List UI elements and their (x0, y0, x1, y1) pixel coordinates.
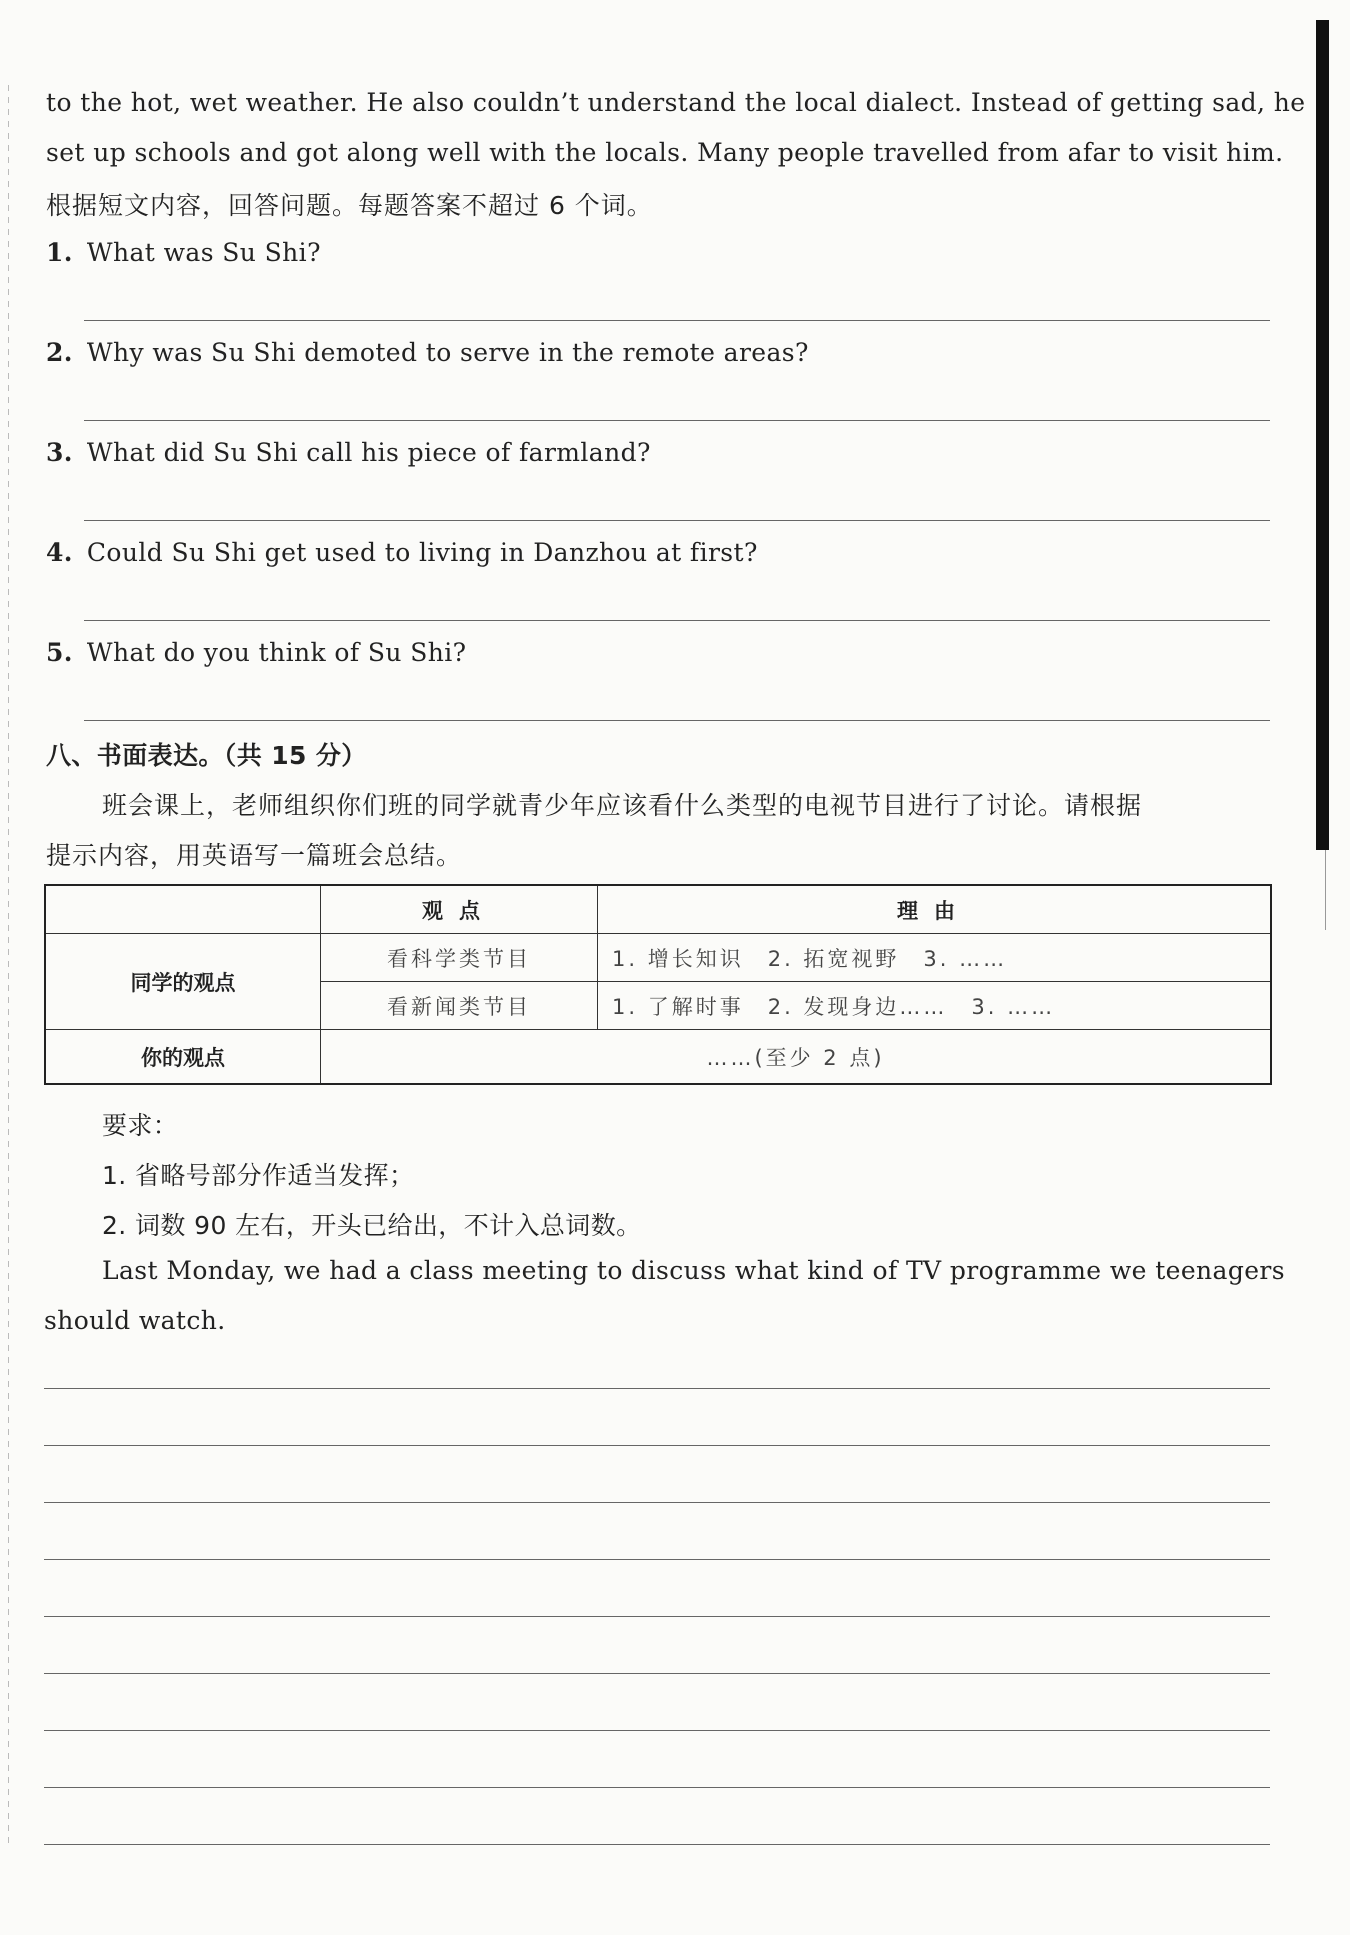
answer-line-3[interactable] (84, 520, 1270, 521)
writing-prompt-line-1: 班会课上，老师组织你们班的同学就青少年应该看什么类型的电视节目进行了讨论。请根据 (102, 791, 1143, 820)
answer-line-5[interactable] (84, 720, 1270, 721)
your-view-reason: ……(至少 2 点) (321, 1030, 1272, 1085)
question-3 (46, 438, 651, 467)
question-text: Could Su Shi get used to living in Danzhou at first? (86, 538, 758, 567)
scan-edge-line (1325, 850, 1326, 930)
table-corner-cell (45, 885, 321, 934)
question-number: 2. (46, 338, 73, 367)
writing-line[interactable] (44, 1730, 1270, 1731)
answer-line-1[interactable] (84, 320, 1270, 321)
question-1 (46, 238, 321, 267)
question-text: Why was Su Shi demoted to serve in the remote areas? (86, 338, 809, 367)
writing-line[interactable] (44, 1388, 1270, 1389)
row2-view: 看新闻类节目 (321, 982, 598, 1030)
question-instructions: 根据短文内容，回答问题。每题答案不超过 6 个词。 (46, 191, 653, 220)
essay-opening-line-2: should watch. (44, 1306, 226, 1335)
question-5 (46, 638, 466, 667)
question-number: 5. (46, 638, 73, 667)
answer-line-2[interactable] (84, 420, 1270, 421)
row2-reason: 1. 了解时事 2. 发现身边…… 3. …… (598, 982, 1272, 1030)
question-text: What was Su Shi? (86, 238, 321, 267)
question-text: What do you think of Su Shi? (86, 638, 467, 667)
writing-line[interactable] (44, 1502, 1270, 1503)
writing-prompt-line-2: 提示内容，用英语写一篇班会总结。 (46, 841, 463, 870)
question-number: 1. (46, 238, 73, 267)
requirements-heading: 要求： (102, 1111, 179, 1140)
table-header-row (45, 885, 1271, 934)
writing-line[interactable] (44, 1559, 1270, 1560)
table-row (45, 934, 1271, 982)
passage-line-1: to the hot, wet weather. He also couldn’t understand the local dialect. Instead of getting sad, he (46, 88, 1306, 117)
margin-dotted-line (8, 85, 9, 1845)
scan-edge-shadow (1316, 20, 1329, 850)
question-2 (46, 338, 809, 367)
question-text: What did Su Shi call his piece of farmland? (86, 438, 651, 467)
opinion-table (44, 884, 1272, 1085)
passage-line-2: set up schools and got along well with the locals. Many people travelled from afar to visit him. (46, 138, 1284, 167)
question-4 (46, 538, 758, 567)
header-reason: 理由 (598, 885, 1272, 934)
essay-opening-line-1: Last Monday, we had a class meeting to discuss what kind of TV programme we teenagers (102, 1256, 1286, 1285)
writing-line[interactable] (44, 1787, 1270, 1788)
writing-line[interactable] (44, 1445, 1270, 1446)
table-row (45, 1030, 1271, 1085)
question-number: 3. (46, 438, 73, 467)
header-view: 观点 (321, 885, 598, 934)
classmates-view-label: 同学的观点 (45, 934, 321, 1030)
requirement-1: 1. 省略号部分作适当发挥； (102, 1161, 415, 1190)
writing-line[interactable] (44, 1616, 1270, 1617)
requirement-2: 2. 词数 90 左右，开头已给出，不计入总词数。 (102, 1211, 642, 1240)
writing-line[interactable] (44, 1844, 1270, 1845)
writing-line[interactable] (44, 1673, 1270, 1674)
your-view-label: 你的观点 (45, 1030, 321, 1085)
row1-view: 看科学类节目 (321, 934, 598, 982)
row1-reason: 1. 增长知识 2. 拓宽视野 3. …… (598, 934, 1272, 982)
section-8-title: 八、书面表达。（共 15 分） (46, 741, 367, 770)
question-number: 4. (46, 538, 73, 567)
answer-line-4[interactable] (84, 620, 1270, 621)
